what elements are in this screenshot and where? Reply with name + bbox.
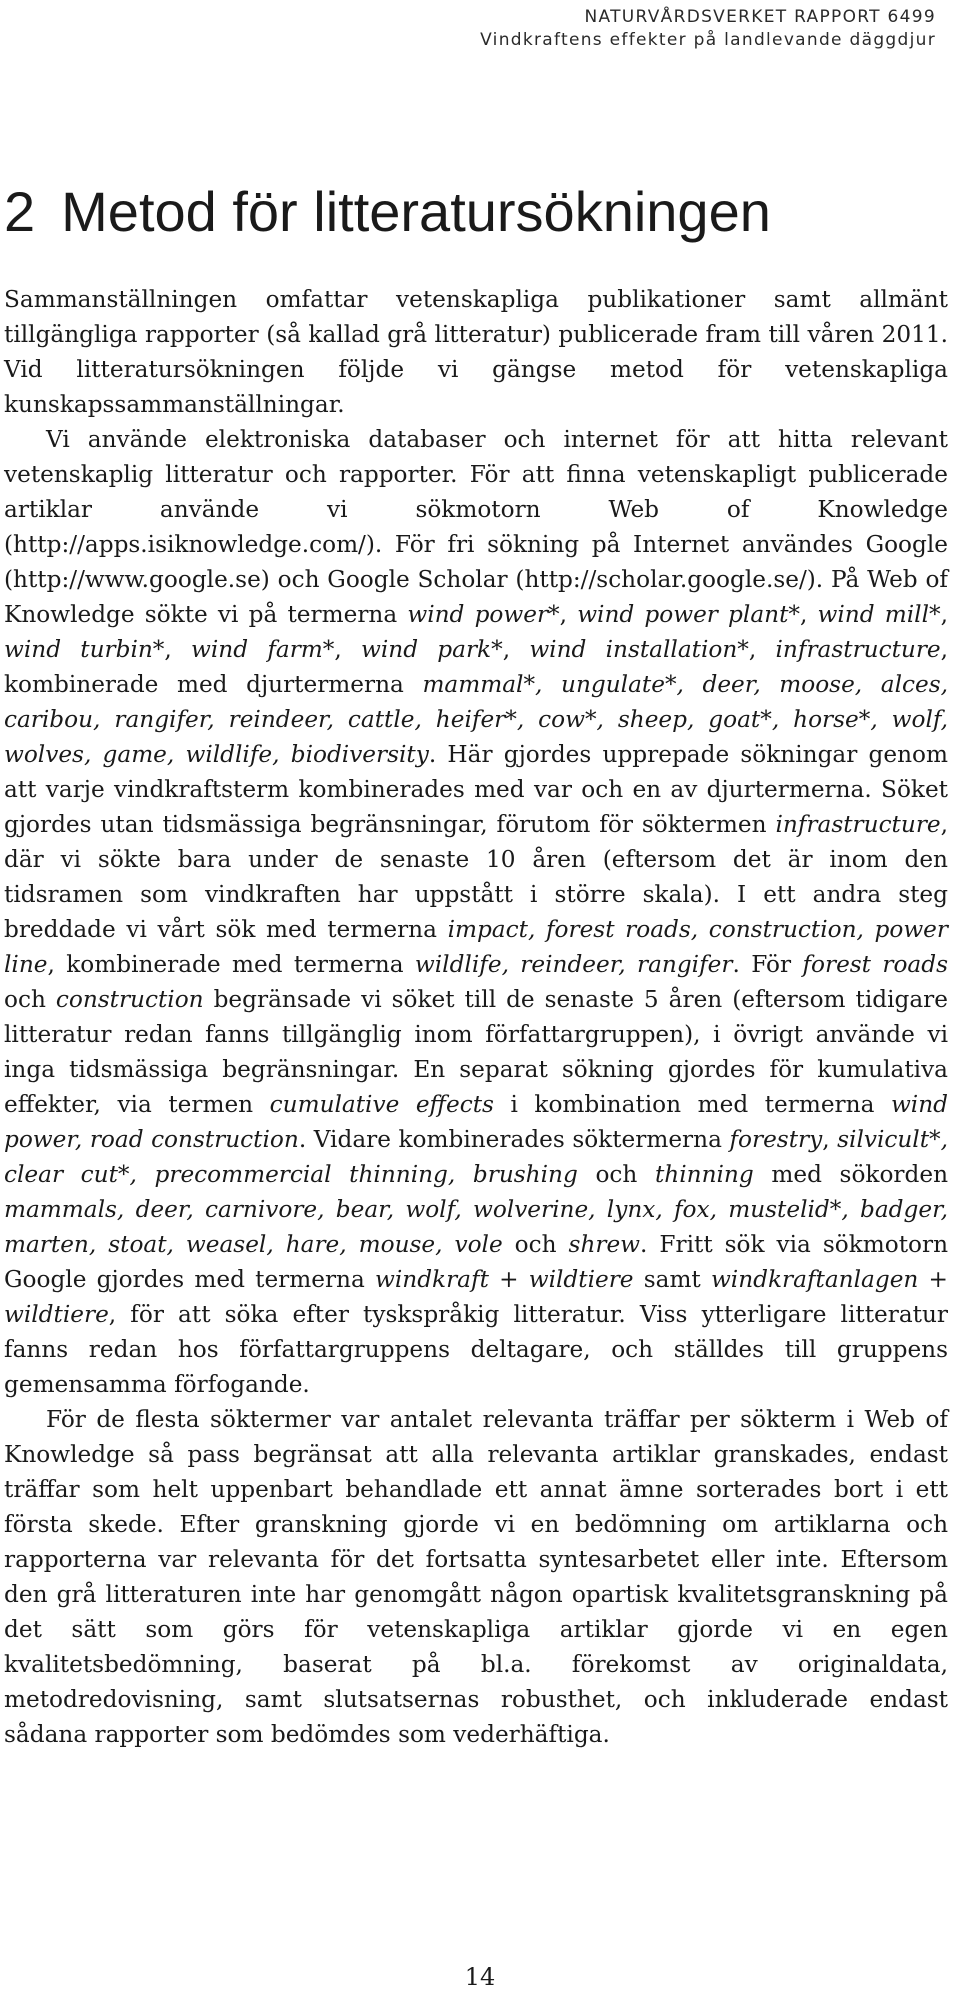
italic-term: forestry — [729, 1126, 823, 1153]
text-run: , kombinerade med djurtermerna — [4, 636, 949, 698]
text-run: med sökorden — [753, 1161, 949, 1188]
text-run: , — [559, 601, 578, 628]
italic-term: wind power, road construction — [4, 1091, 948, 1153]
italic-term: forest roads — [802, 951, 948, 978]
report-subtitle: Vindkraftens effekter på landlevande däggdjur — [480, 30, 936, 50]
report-name: NATURVÅRDSVERKET RAPPORT 6499 — [584, 7, 936, 27]
text-run: och — [4, 986, 56, 1013]
text-run: . För — [732, 951, 803, 978]
italic-term: mammals, deer, carnivore, bear, wolf, wolverine, lynx, fox, mustelid*, badger, marten, stoat, weasel, hare, mouse, vole — [4, 1196, 948, 1258]
text-run: . Fritt sök via sökmotorn Google gjordes med termerna — [4, 1231, 948, 1293]
running-header — [480, 6, 936, 52]
italic-term: wind power plant* — [577, 601, 800, 628]
text-run: , för att söka efter tyskspråkig litteratur. Viss ytterligare litteratur fanns redan hos författargruppens deltagare, och ställdes till gruppens gemensamma förfogande. — [4, 1301, 948, 1398]
italic-term: infrastructure — [775, 811, 941, 838]
italic-term: wind mill* — [817, 601, 941, 628]
text-run: , — [334, 636, 362, 663]
body-text — [4, 282, 948, 1752]
italic-term: windkraft + wildtiere — [375, 1266, 634, 1293]
paragraph-1 — [4, 282, 948, 422]
paragraph-3 — [4, 1402, 948, 1752]
text-run: Sammanställningen omfattar vetenskapliga publikationer samt allmänt tillgängliga rapporter (så kallad grå litteratur) publicerade fram till våren 2011. Vid litteratursökningen följde vi gängse metod för vetenskapliga kunskapssammanställningar. — [4, 286, 948, 418]
italic-term: windkraftanlagen + wildtiere — [4, 1266, 948, 1328]
text-run: samt — [633, 1266, 711, 1293]
italic-term: impact, forest roads, construction, power line — [4, 916, 948, 978]
italic-term: wind farm* — [191, 636, 335, 663]
text-run: och — [502, 1231, 569, 1258]
italic-term: shrew — [568, 1231, 641, 1258]
italic-term: wind installation* — [529, 636, 749, 663]
italic-term: thinning — [654, 1161, 754, 1188]
text-run: , — [164, 636, 192, 663]
chapter-number: 2 — [4, 180, 36, 243]
italic-term: silvicult*, clear cut*, precommercial thinning, brushing — [4, 1126, 948, 1188]
text-run: . Vidare kombinerades söktermerna — [298, 1126, 730, 1153]
italic-term: cumulative effects — [269, 1091, 494, 1118]
italic-term: mammal*, ungulate*, deer, moose, alces, caribou, rangifer, reindeer, cattle, heifer*, cow*, sheep, goat*, horse*, wolf, wolves, game, wildlife, biodiversity — [4, 671, 948, 768]
italic-term: wind power* — [407, 601, 560, 628]
text-run: begränsade vi söket till de senaste 5 åren (eftersom tidigare litteratur redan fanns tillgänglig inom författargruppen), i övrigt använde vi inga tidsmässiga begränsningar. En separat sökning gjordes för kumulativa effekter, via termen — [4, 986, 948, 1118]
italic-term: wind turbin* — [4, 636, 165, 663]
text-run: , — [940, 601, 948, 628]
text-run: , — [748, 636, 776, 663]
text-run: , — [822, 1126, 838, 1153]
italic-term: infrastructure — [775, 636, 941, 663]
text-run: och — [577, 1161, 655, 1188]
text-run: , kombinerade med termerna — [47, 951, 415, 978]
text-run: Vi använde elektroniska databaser och internet för att hitta relevant vetenskaplig litteratur och rapporter. För att finna vetenskapligt publicerade artiklar använde vi sökmotorn Web of Knowledge (http://apps.isiknowledge.com/). För fri sökning på Internet användes Google (http://www.google.se) och Google Scholar (http://scholar.google.se/). På Web of Knowledge sökte vi på termerna — [4, 426, 948, 628]
italic-term: construction — [55, 986, 204, 1013]
page-number: 14 — [464, 1963, 496, 1991]
italic-term: wind park* — [361, 636, 503, 663]
italic-term: wildlife, reindeer, rangifer — [414, 951, 733, 978]
text-run: , — [502, 636, 530, 663]
text-run: . Här gjordes upprepade sökningar genom att varje vindkraftsterm kombinerades med var och en av djurtermerna. Söket gjordes utan tidsmässiga begränsningar, förutom för söktermen — [4, 741, 948, 838]
text-run: i kombination med termerna — [493, 1091, 891, 1118]
chapter-heading — [4, 178, 771, 246]
text-run: För de flesta söktermer var antalet relevanta träffar per sökterm i Web of Knowledge så pass begränsat att alla relevanta artiklar granskades, endast träffar som helt uppenbart behandlade ett annat ämne sorterades bort i ett första skede. Efter granskning gjorde vi en bedömning om artiklarna och rapporterna var relevanta för det fortsatta syntesarbetet eller inte. Eftersom den grå litteraturen inte har genomgått någon opartisk kvalitetsgranskning på det sätt som görs för vetenskapliga artiklar gjorde vi en egen kvalitetsbedömning, baserat på bl.a. förekomst av originaldata, metodredovisning, samt slutsatsernas robusthet, och inkluderade endast sådana rapporter som bedömdes som vederhäftiga. — [4, 1406, 948, 1748]
text-run: , — [799, 601, 818, 628]
text-run: , där vi sökte bara under de senaste 10 åren (eftersom det är inom den tidsramen som vindkraften har uppstått i större skala). I ett andra steg breddade vi vårt sök med termerna — [4, 811, 948, 943]
chapter-title-text: Metod för litteratursökningen — [61, 180, 771, 243]
paragraph-2 — [4, 422, 948, 1402]
